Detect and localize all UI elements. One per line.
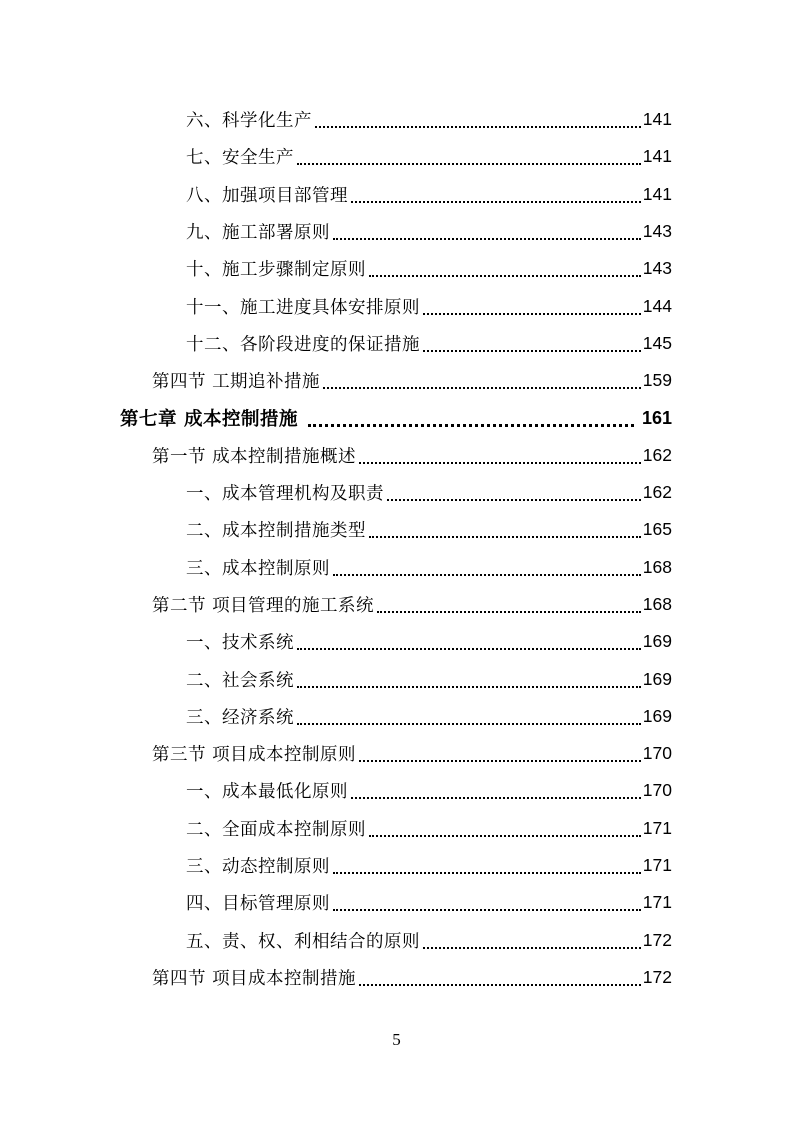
- dot-leader: [351, 200, 641, 203]
- toc-entry[interactable]: [0, 623, 793, 660]
- dot-leader: [359, 461, 641, 464]
- toc-entry[interactable]: [0, 176, 793, 213]
- toc-entry[interactable]: [0, 549, 793, 586]
- dot-leader: [387, 498, 641, 501]
- toc-entry-page: 143: [642, 258, 672, 279]
- toc-entry[interactable]: [0, 213, 793, 250]
- toc-entry-title: 八、加强项目部管理: [186, 185, 348, 206]
- toc-entry-title: 十一、施工进度具体安排原则: [186, 297, 420, 318]
- toc-entry-title: 第四节 工期追补措施: [152, 372, 321, 393]
- toc-section-entry[interactable]: [0, 437, 793, 474]
- dot-leader: [333, 237, 641, 240]
- toc-entry[interactable]: [0, 138, 793, 175]
- toc-entry[interactable]: [0, 325, 793, 362]
- dot-leader: [423, 946, 641, 949]
- toc-entry[interactable]: [0, 884, 793, 921]
- toc-entry[interactable]: [0, 847, 793, 884]
- toc-entry-page: 162: [642, 482, 672, 503]
- toc-entry-page: 143: [642, 221, 672, 242]
- toc-entry[interactable]: [0, 474, 793, 511]
- toc-entry-page: 169: [642, 705, 672, 726]
- toc-entry-page: 159: [642, 370, 672, 391]
- toc-entry-title: 第三节 项目成本控制原则: [152, 745, 357, 766]
- toc-entry-title: 四、目标管理原则: [186, 894, 330, 915]
- toc-entry-page: 172: [642, 966, 672, 987]
- dot-leader: [333, 573, 641, 576]
- dot-leader: [359, 759, 641, 762]
- toc-entry-page: 170: [642, 780, 672, 801]
- toc-entry-page: 165: [642, 519, 672, 540]
- toc-entry-title: 五、责、权、利相结合的原则: [186, 931, 420, 952]
- toc-entry-title: 第四节 项目成本控制措施: [152, 968, 357, 989]
- table-of-contents: [0, 101, 793, 996]
- toc-entry-title: 十二、各阶段进度的保证措施: [186, 334, 420, 355]
- toc-entry-page: 145: [642, 332, 672, 353]
- toc-entry-page: 171: [642, 817, 672, 838]
- dot-leader: [377, 610, 641, 613]
- toc-entry[interactable]: [0, 810, 793, 847]
- toc-entry-page: 168: [642, 594, 672, 614]
- toc-entry-page: 141: [642, 146, 672, 167]
- toc-entry-page: 169: [642, 668, 672, 689]
- toc-entry[interactable]: [0, 511, 793, 548]
- toc-entry-page: 141: [642, 109, 672, 130]
- dot-leader: [369, 535, 641, 538]
- dot-leader: [333, 871, 641, 874]
- toc-entry-title: 第一节 成本控制措施概述: [152, 446, 357, 467]
- toc-entry[interactable]: [0, 660, 793, 697]
- toc-entry-page: 161: [641, 407, 672, 428]
- toc-entry-title: 二、社会系统: [186, 670, 294, 691]
- toc-entry-page: 144: [642, 295, 672, 316]
- toc-entry-page: 169: [642, 631, 672, 652]
- dot-leader: [297, 647, 641, 650]
- toc-entry-page: 172: [642, 929, 672, 950]
- toc-entry-title: 一、成本管理机构及职责: [186, 484, 384, 505]
- dot-leader: [323, 386, 641, 389]
- toc-entry-title: 十、施工步骤制定原则: [186, 260, 366, 281]
- toc-entry-title: 六、科学化生产: [186, 111, 312, 132]
- dot-leader: [297, 685, 641, 688]
- toc-entry-title: 三、经济系统: [186, 707, 294, 728]
- page-number: 5: [392, 1030, 401, 1049]
- toc-section-entry[interactable]: [0, 959, 793, 996]
- toc-entry[interactable]: [0, 287, 793, 324]
- toc-entry-page: 171: [642, 855, 672, 876]
- dot-leader: [351, 796, 641, 799]
- dot-leader: [308, 423, 634, 427]
- dot-leader: [297, 722, 641, 725]
- toc-entry-title: 第七章 成本控制措施: [120, 409, 298, 431]
- dot-leader: [315, 125, 641, 128]
- toc-entry-title: 二、全面成本控制原则: [186, 819, 366, 840]
- toc-section-entry[interactable]: [0, 362, 793, 399]
- toc-entry-title: 一、技术系统: [186, 633, 294, 654]
- toc-entry-page: 141: [642, 183, 672, 204]
- toc-entry-title: 三、成本控制原则: [186, 558, 330, 579]
- dot-leader: [369, 834, 641, 837]
- toc-entry-title: 七、安全生产: [186, 148, 294, 169]
- toc-entry-title: 第二节 项目管理的施工系统: [152, 596, 375, 616]
- toc-section-entry[interactable]: [0, 735, 793, 772]
- toc-entry-title: 九、施工部署原则: [186, 223, 330, 244]
- toc-entry[interactable]: [0, 922, 793, 959]
- toc-entry-page: 168: [642, 556, 672, 577]
- toc-entry-page: 170: [642, 743, 672, 764]
- dot-leader: [359, 983, 641, 986]
- dot-leader: [297, 162, 641, 165]
- toc-entry-title: 二、成本控制措施类型: [186, 521, 366, 542]
- toc-chapter-entry[interactable]: [0, 399, 793, 436]
- toc-section-entry[interactable]: [0, 586, 793, 623]
- dot-leader: [423, 312, 641, 315]
- toc-entry[interactable]: [0, 250, 793, 287]
- toc-entry-title: 三、动态控制原则: [186, 857, 330, 878]
- dot-leader: [423, 349, 641, 352]
- dot-leader: [333, 908, 641, 911]
- dot-leader: [369, 274, 641, 277]
- toc-entry-page: 171: [642, 892, 672, 913]
- toc-entry-page: 162: [642, 444, 672, 465]
- toc-entry[interactable]: [0, 772, 793, 809]
- toc-entry[interactable]: [0, 101, 793, 138]
- toc-entry[interactable]: [0, 698, 793, 735]
- toc-entry-title: 一、成本最低化原则: [186, 782, 348, 803]
